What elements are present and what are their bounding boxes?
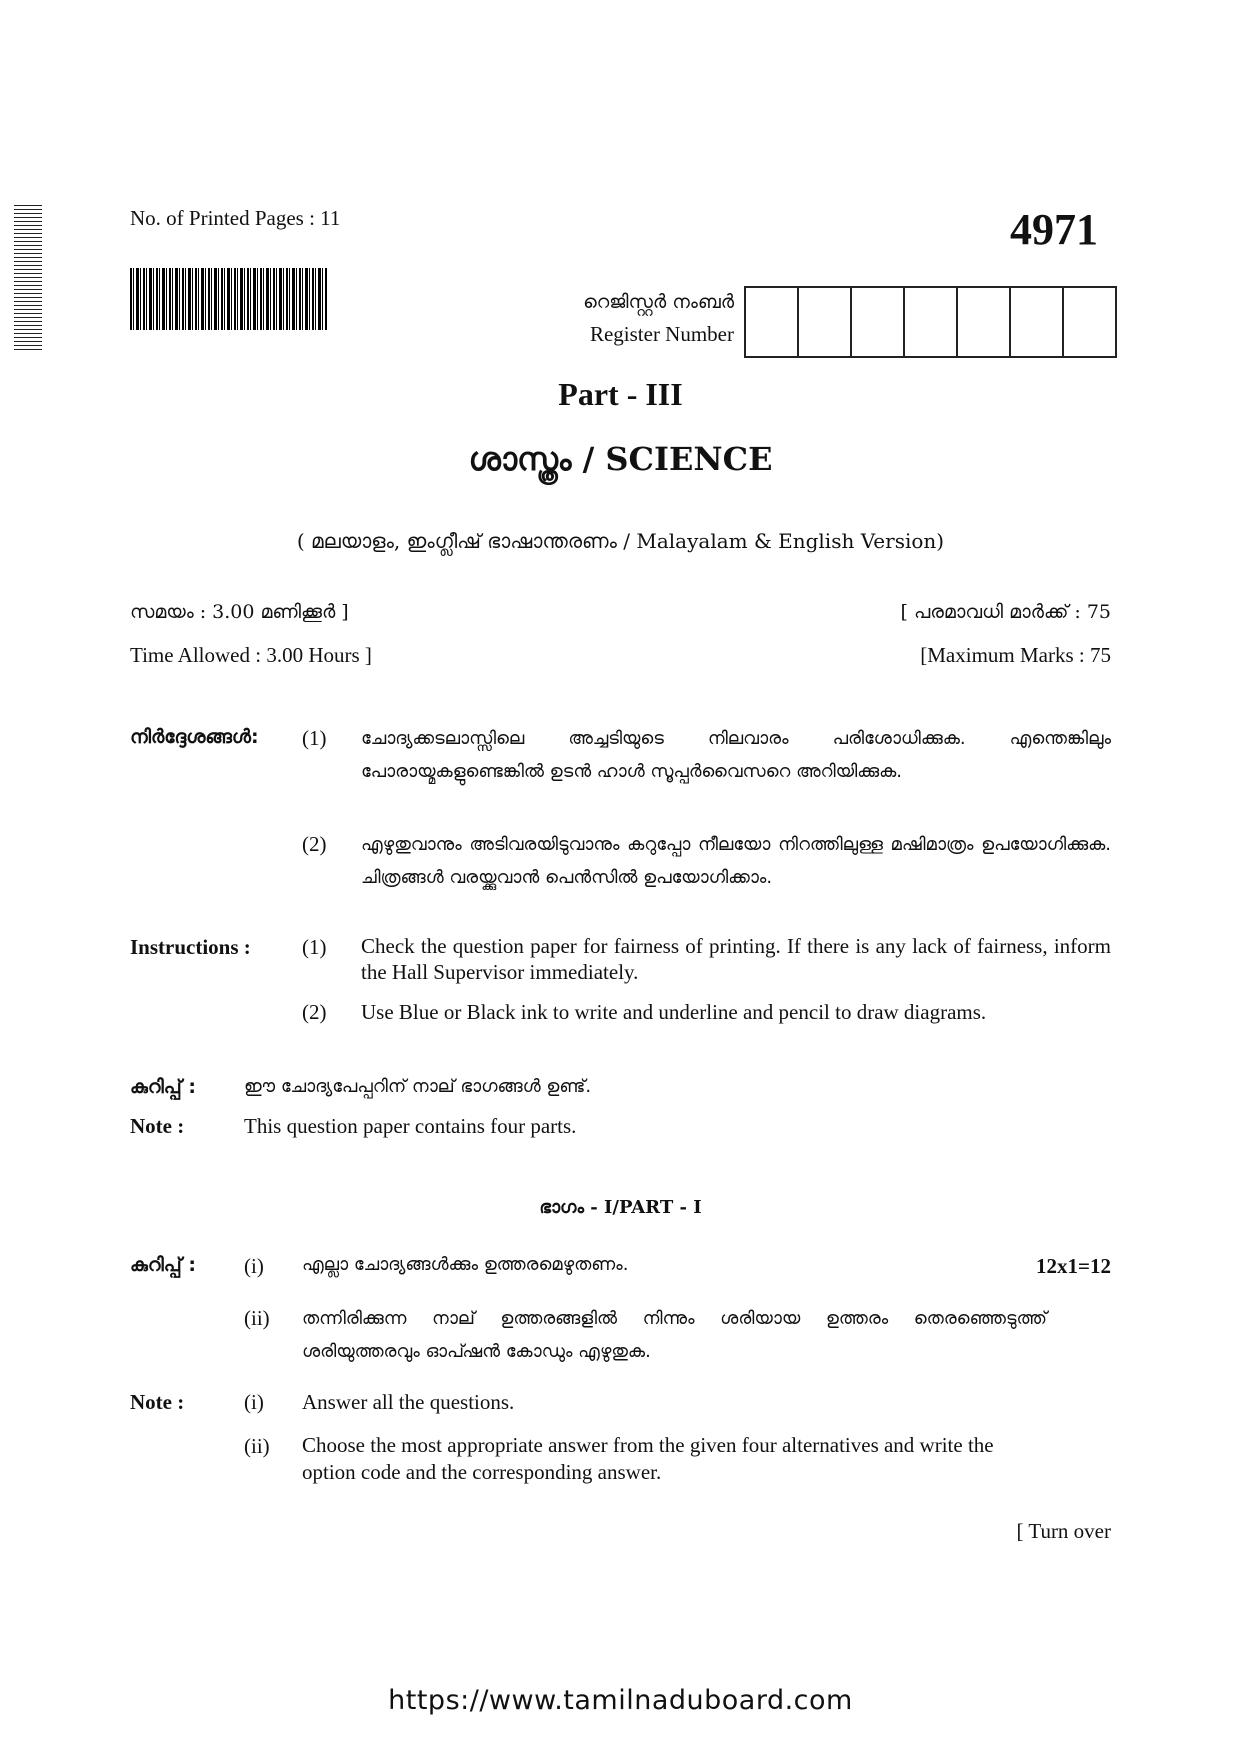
- instructions-label-ml: നിർദ്ദേശങ്ങൾ:: [130, 726, 259, 748]
- register-digit-box[interactable]: [1064, 288, 1115, 356]
- register-label-ml: റെജിസ്റ്റർ നംബർ: [583, 291, 734, 313]
- instruction-en-2: Use Blue or Black ink to write and underline and pencil to draw diagrams.: [361, 1000, 987, 1024]
- side-strip-barcode: [14, 205, 42, 351]
- note-label-en: Note :: [130, 1114, 185, 1138]
- part1-en-ii: Choose the most appropriate answer from the given four alternatives and write the option code and the corresponding answer.: [302, 1433, 994, 1484]
- part1-note-label-ml: കുറിപ്പ് :: [130, 1254, 196, 1276]
- part1-item-number: (ii): [244, 1306, 270, 1330]
- marks-en: [Maximum Marks : 75: [920, 643, 1111, 667]
- note-text-ml: ഈ ചോദ്യപേപ്പറിന് നാല് ഭാഗങ്ങൾ ഉണ്ട്.: [244, 1076, 592, 1097]
- register-label-en: Register Number: [589, 322, 734, 346]
- marks-ml: [ പരമാവധി മാർക്ക് : 75: [900, 601, 1111, 623]
- register-number-boxes[interactable]: [744, 286, 1117, 358]
- part1-heading: ഭാഗം - I/PART - I: [539, 1197, 702, 1218]
- register-digit-box[interactable]: [958, 288, 1011, 356]
- part1-marks: 12x1=12: [1036, 1254, 1111, 1278]
- subject-title: ശാസ്ത്രം / SCIENCE: [468, 440, 773, 478]
- register-digit-box[interactable]: [1011, 288, 1064, 356]
- part1-en-i: Answer all the questions.: [302, 1390, 515, 1414]
- time-ml: സമയം : 3.00 മണിക്കൂർ ]: [130, 601, 349, 623]
- note-label-ml: കുറിപ്പ് :: [130, 1076, 196, 1098]
- part1-item-number: (i): [244, 1390, 264, 1414]
- instruction-en-1: Check the question paper for fairness of printing. If there is any lack of fairness, inform the Hall Supervisor immediately.: [361, 934, 1111, 984]
- part1-item-number: (ii): [244, 1434, 270, 1458]
- register-digit-box[interactable]: [852, 288, 905, 356]
- note-text-en: This question paper contains four parts.: [244, 1114, 577, 1138]
- instructions-label-en: Instructions :: [130, 935, 251, 959]
- version-line: ( മലയാളം, ഇംഗ്ലീഷ് ഭാഷാന്തരണം / Malayalam & English Version): [296, 529, 945, 553]
- time-en: Time Allowed : 3.00 Hours ]: [130, 643, 372, 667]
- barcode: [130, 268, 328, 330]
- instruction-number: (2): [302, 1000, 327, 1024]
- paper-code: 4971: [1010, 205, 1098, 254]
- register-digit-box[interactable]: [905, 288, 958, 356]
- register-digit-box[interactable]: [746, 288, 799, 356]
- part1-ml-ii: തന്നിരിക്കുന്ന നാല് ഉത്തരങ്ങളിൽ നിന്നും ശരിയായ ഉത്തരം തെരഞ്ഞെടുത്ത് ശരിയുത്തരവും ഓപ്ഷൻ കോഡും എഴുതുക.: [302, 1308, 1047, 1362]
- instruction-ml-2: എഴുതുവാനും അടിവരയിടുവാനും കറുപ്പോ നീലയോ നിറത്തിലുള്ള മഷിമാത്രം ഉപയോഗിക്കുക. ചിത്രങ്ങൾ വരയ്ക്കുവാൻ പെൻസിൽ ഉപയോഗിക്കാം.: [361, 834, 1111, 888]
- register-digit-box[interactable]: [799, 288, 852, 356]
- part1-ml-i: എല്ലാ ചോദ്യങ്ങൾക്കും ഉത്തരമെഴുതണം.: [302, 1254, 629, 1275]
- part-title: Part - III: [558, 376, 683, 412]
- printed-pages: No. of Printed Pages : 11: [130, 206, 341, 230]
- instruction-number: (1): [302, 935, 327, 959]
- instruction-ml-1: ചോദ്യക്കടലാസ്സിലെ അച്ചടിയുടെ നിലവാരം പരിശോധിക്കുക. എന്തെങ്കിലും പോരായ്മകളുണ്ടെങ്കിൽ ഉടൻ ഹാൾ സൂപ്പർവൈസറെ അറിയിക്കുക.: [361, 728, 1111, 782]
- footer-url[interactable]: https://www.tamilnaduboard.com: [388, 1685, 853, 1716]
- instruction-number: (2): [302, 832, 327, 856]
- turn-over: [ Turn over: [1016, 1519, 1111, 1543]
- instruction-number: (1): [302, 726, 327, 750]
- part1-item-number: (i): [244, 1254, 264, 1278]
- part1-note-label-en: Note :: [130, 1390, 185, 1414]
